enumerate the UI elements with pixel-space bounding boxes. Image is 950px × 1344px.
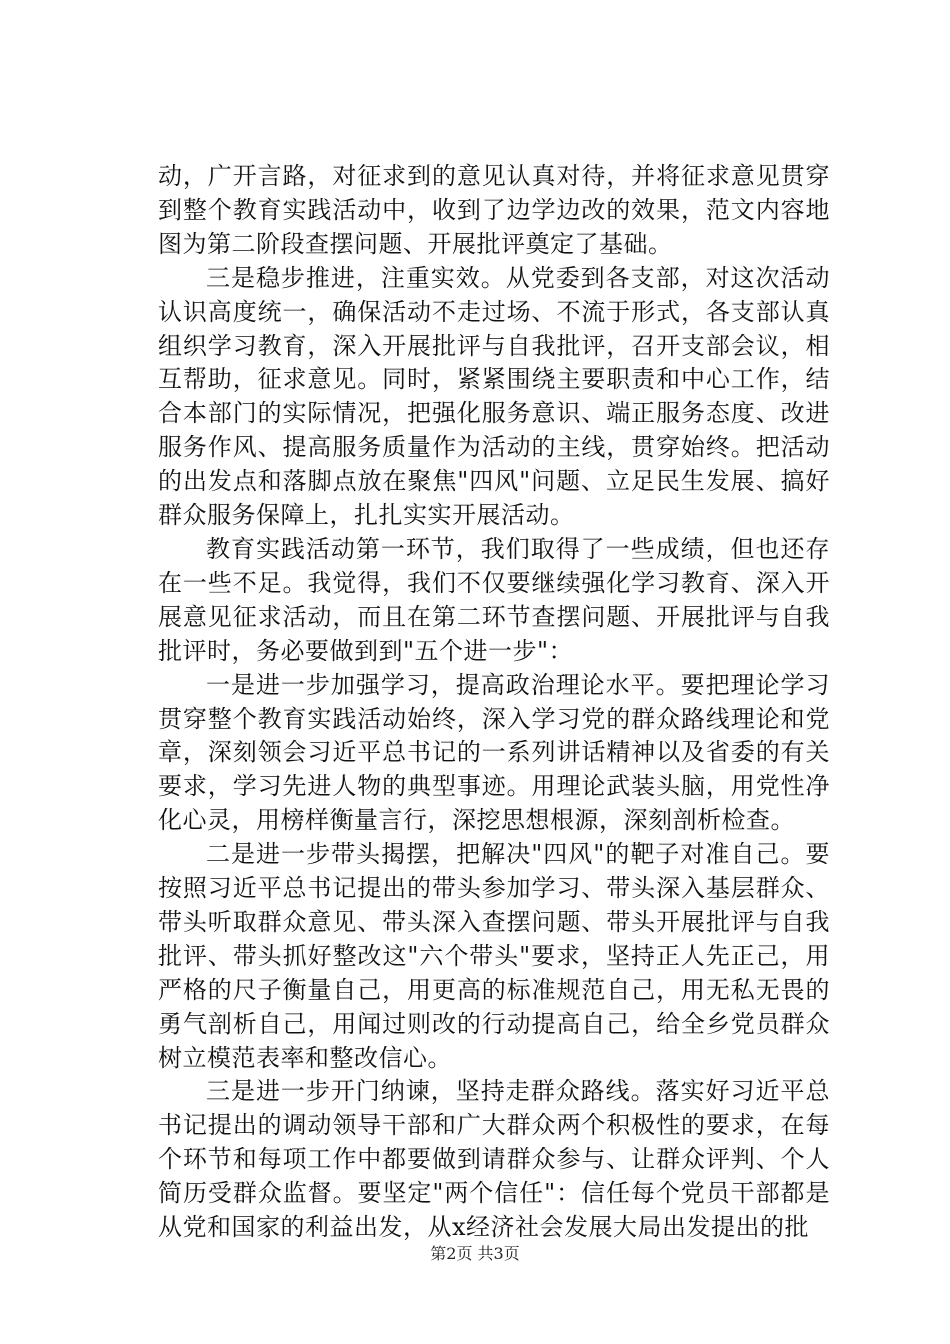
paragraph-2: 三是稳步推进，注重实效。从党委到各支部，对这次活动认识高度统一，确保活动不走过场、不流于形式，各支部认真组织学习教育，深入开展批评与自我批评，召开支部会议，相互帮助，征求意见。同时，紧紧围绕主要职责和中心工作，结合本部门的实际情况，把强化服务意识、端正服务态度、改进服务作风、提高服务质量作为活动的主线，贯穿始终。把活动的出发点和落脚点放在聚焦"四风"问题、立足民生发展、搞好群众服务保障上，扎扎实实开展活动。 <box>158 263 830 530</box>
paragraph-5: 二是进一步带头揭摆，把解决"四风"的靶子对准自己。要按照习近平总书记提出的带头参加学习、带头深入基层群众、带头听取群众意见、带头深入查摆问题、带头开展批评与自我批评、带头抓好整改这"六个带头"要求，坚持正人先正己，用严格的尺子衡量自己，用更高的标准规范自己，用无私无畏的勇气剖析自己，用闻过则改的行动提高自己，给全乡党员群众树立模范表率和整改信心。 <box>158 840 830 1072</box>
paragraph-1: 动，广开言路，对征求到的意见认真对待，并将征求意见贯穿到整个教育实践活动中，收到了边学边改的效果，范文内容地图为第二阶段查摆问题、开展批评奠定了基础。 <box>158 162 830 258</box>
paragraph-4: 一是进一步加强学习，提高政治理论水平。要把理论学习贯穿整个教育实践活动始终，深入学习党的群众路线理论和党章，深刻领会习近平总书记的一系列讲话精神以及省委的有关要求，学习先进人物的典型事迹。用理论武装头脑，用党性净化心灵，用榜样衡量言行，深挖思想根源，深刻剖析检查。 <box>158 670 830 835</box>
paragraph-3: 教育实践活动第一环节，我们取得了一些成绩，但也还存在一些不足。我觉得，我们不仅要继续强化学习教育、深入开展意见征求活动，而且在第二环节查摆问题、开展批评与自我批评时，务必要做到到"五个进一步"： <box>158 534 830 665</box>
document-body <box>158 160 830 1245</box>
paragraph-6: 三是进一步开门纳谏，坚持走群众路线。落实好习近平总书记提出的调动领导干部和广大群众两个积极性的要求，在每个环节和每项工作中都要做到请群众参与、让群众评判、个人简历受群众监督。要坚定"两个信任"：信任每个党员干部都是从党和国家的利益出发，从x经济社会发展大局出发提出的批 <box>158 1077 830 1242</box>
page-number-footer: 第2页 共3页 <box>430 1244 520 1263</box>
